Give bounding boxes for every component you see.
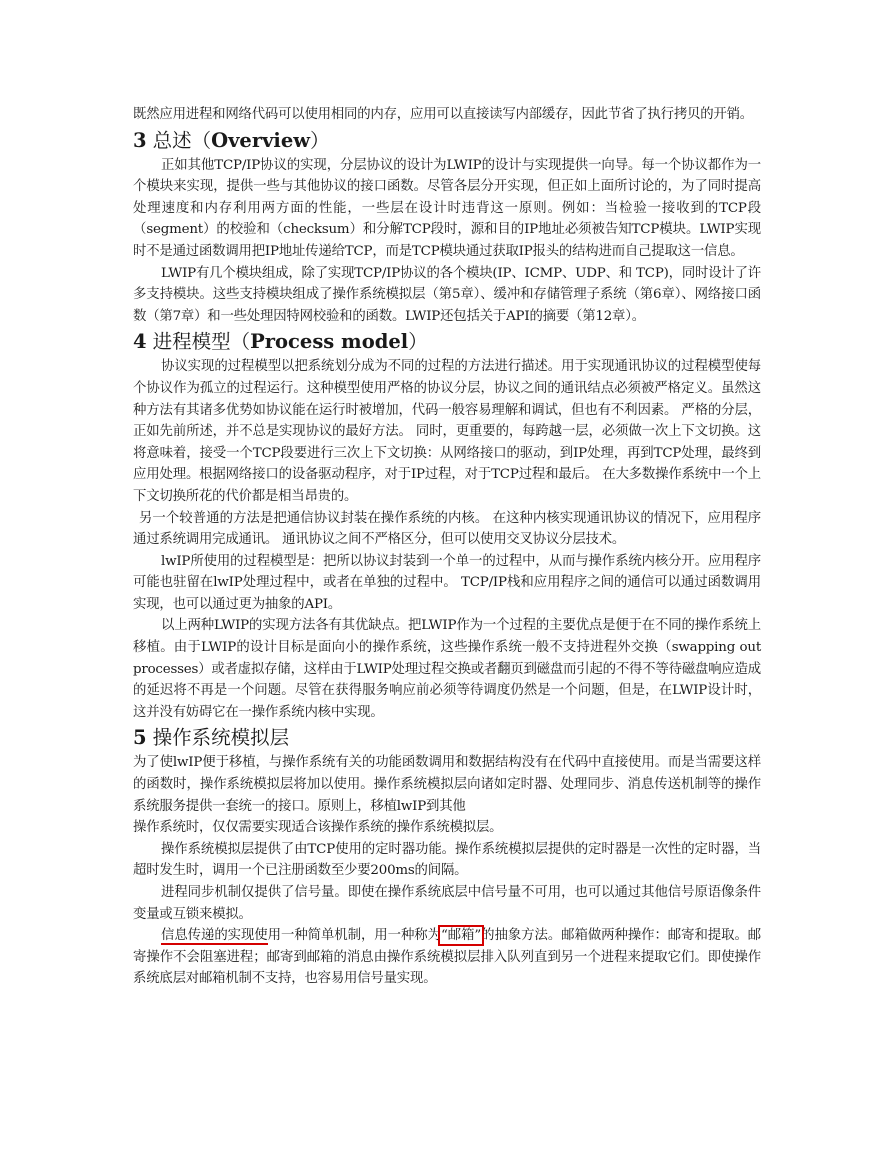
section-number: 4 (133, 330, 147, 354)
document-body (133, 104, 761, 990)
osemu-paragraph-4 (133, 925, 761, 990)
section-title-cn: 进程模型（ (152, 330, 251, 354)
section-title-cn: 操作系统模拟层 (152, 726, 290, 750)
paragraph-text: 的抽象方法。邮箱做两种操作：邮寄和提取。邮寄操作不会阻塞进程；邮寄到邮箱的消息由操作系统模拟层排入队列直到另一个进程来提取它们。即使操作系统底层对邮箱机制不支持，也容易用信号量实现。 (133, 928, 761, 987)
section-title-cn: 总述（ (152, 128, 212, 152)
process-paragraph-1: 协议实现的过程模型以把系统划分成为不同的过程的方法进行描述。用于实现通讯协议的过程模型使每个协议作为孤立的过程运行。这种模型使用严格的协议分层，协议之间的通讯结点必须被严格定义。虽然这种方法有其诸多优势如协议能在运行时被增加，代码一般容易理解和调试，但也有不利因素。 严格的分层，正如先前所述，并不总是实现协议的最好方法。 同时，更重要的，每跨越一层，必须做一次上下文切换。这将意味着，接受一个TCP段要进行三次上下文切换：从网络接口的驱动，到IP处理，再到TCP处理，最终到应用处理。根据网络接口的设备驱动程序，对于IP过程，对于TCP过程和最后。 在大多数操作系统中一个上下文切换所花的代价都是相当昂贵的。 (133, 359, 761, 504)
intro-paragraph: 既然应用进程和网络代码可以使用相同的内存，应用可以直接读写内部缓存，因此节省了执行拷贝的开销。 (133, 107, 753, 122)
process-paragraph-2: 另一个较普通的方法是把通信协议封装在操作系统的内核。 在这种内核实现通讯协议的情况下，应用程序通过系统调用完成通讯。 通讯协议之间不严格区分，但可以使用交叉协议分层技术。 (133, 510, 761, 548)
osemu-paragraph-1a: 为了使lwIP便于移植，与操作系统有关的功能函数调用和数据结构没有在代码中直接使用。而是当需要这样的函数时，操作系统模拟层将加以使用。操作系统模拟层向诸如定时器、处理同步、消息传送机制等的操作系统服务提供一套统一的接口。原则上，移植lwIP到其他 (133, 755, 761, 814)
process-paragraph-3: lwIP所使用的过程模型是：把所以协议封装到一个单一的过程中，从而与操作系统内核分开。应用程序可能也驻留在lwIP处理过程中，或者在单独的过程中。 TCP/IP栈和应用程序之间的通信可以通过函数调用实现，也可以通过更为抽象的API。 (133, 553, 761, 612)
section-number: 5 (133, 726, 147, 750)
overview-paragraph-2: LWIP有几个模块组成，除了实现TCP/IP协议的各个模块(IP、ICMP、UDP、和 TCP)，同时设计了许多支持模块。这些支持模块组成了操作系统模拟层（第5章）、缓冲和存储管理子系统（第6章）、网络接口函数（第7章）和一些处理因特网校验和的函数。LWIP还包括关于API的摘要（第12章）。 (133, 265, 761, 324)
underlined-annotation: 信息传递的实现使 (161, 928, 268, 944)
section-title-close: ） (408, 330, 428, 354)
osemu-paragraph-2: 操作系统模拟层提供了由TCP使用的定时器功能。操作系统模拟层提供的定时器是一次性的定时器，当超时发生时，调用一个已注册函数至少要200ms的间隔。 (133, 841, 761, 879)
osemu-paragraph-3: 进程同步机制仅提供了信号量。即使在操作系统底层中信号量不可用，也可以通过其他信号原语像条件变量或互锁来模拟。 (133, 885, 761, 922)
osemu-paragraph-1b: 操作系统时，仅仅需要实现适合该操作系统的操作系统模拟层。 (133, 820, 503, 836)
section-title-close: ） (310, 128, 330, 152)
boxed-annotation: “邮箱” (440, 928, 482, 944)
section-5-heading (133, 725, 761, 751)
section-title-en: Process model (250, 330, 409, 354)
section-number: 3 (133, 128, 147, 152)
section-3-heading (133, 128, 761, 154)
process-paragraph-4: 以上两种LWIP的实现方法各有其优缺点。把LWIP作为一个过程的主要优点是便于在不同的操作系统上移植。由于LWIP的设计目标是面向小的操作系统，这些操作系统一般不支持进程外交换（swapping out processes）或者虚拟存储，这样由于LWIP处理过程交换或者翻页到磁盘而引起的不得不等待磁盘响应造成的延迟将不再是一个问题。尽管在获得服务响应前必须等待调度仍然是一个问题，但是，在LWIP设计时，这并没有妨碍它在一操作系统内核中实现。 (133, 618, 761, 720)
section-4-heading (133, 329, 761, 355)
section-title-en: Overview (211, 128, 311, 152)
overview-paragraph-1: 正如其他TCP/IP协议的实现，分层协议的设计为LWIP的设计与实现提供一向导。每一个协议都作为一个模块来实现，提供一些与其他协议的接口函数。尽管各层分开实现，但正如上面所讨论的，为了同时提高处理速度和内存利用两方面的性能，一些层在设计时违背这一原则。例如：当检验一接收到的TCP段（segment）的校验和（checksum）和分解TCP段时，源和目的IP地址必须被告知TCP模块。LWIP实现时不是通过函数调用把IP地址传递给TCP，而是TCP模块通过获取IP报头的结构进而自己提取这一信息。 (133, 157, 761, 259)
paragraph-text: 用一种简单机制，用一种称为 (267, 928, 441, 944)
